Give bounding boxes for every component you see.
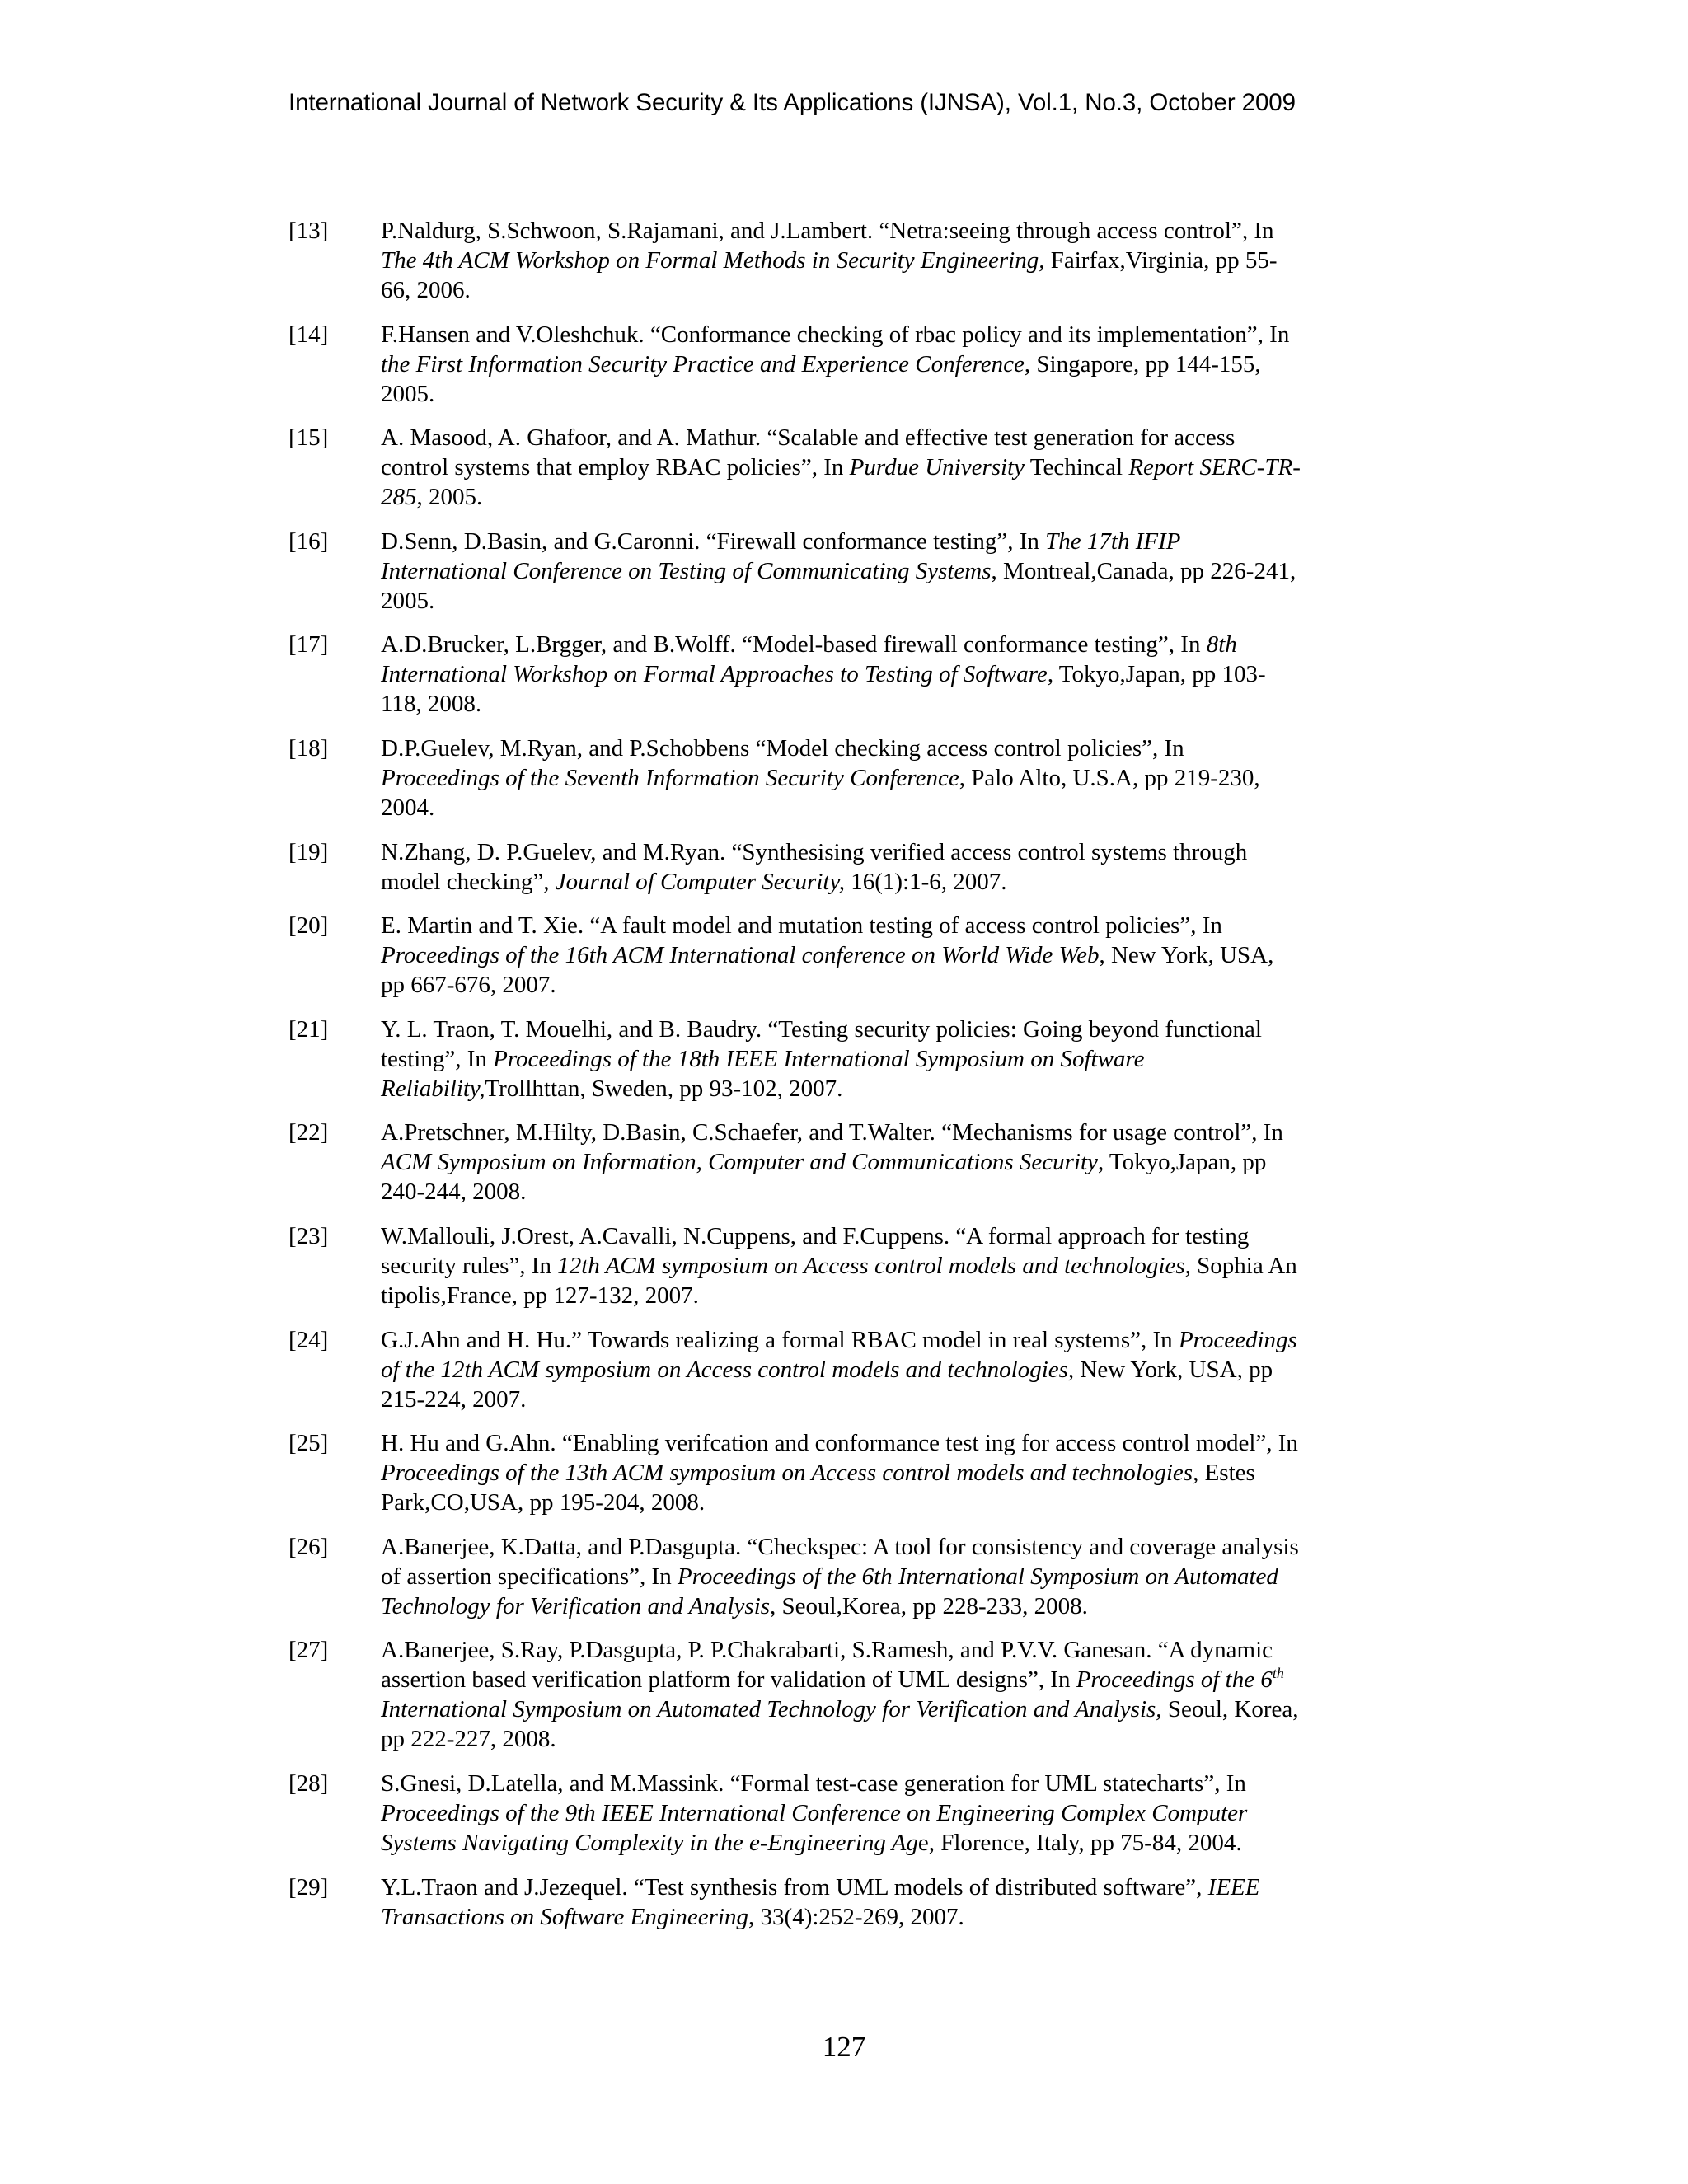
reference-line [381, 793, 1385, 823]
reference-segment: N.Zhang, D. P.Guelev, and M.Ryan. “Synthesising verified access control systems through [381, 838, 1248, 865]
reference-entry [288, 1015, 1385, 1104]
reference-number: [19] [288, 838, 329, 865]
reference-segment: 215-224, 2007. [381, 1385, 527, 1413]
reference-line [381, 1251, 1385, 1281]
reference-line [381, 837, 1385, 867]
reference-line [381, 1325, 1385, 1355]
reference-segment: of assertion specifications”, In [381, 1563, 678, 1590]
reference-segment: , Tokyo,Japan, pp 103- [1047, 661, 1266, 688]
reference-number: [29] [288, 1873, 329, 1900]
reference-italic-segment: Proceedings of the 13th ACM symposium on Access control models and technologies [381, 1460, 1193, 1487]
reference-text [381, 1015, 1385, 1104]
reference-segment: New York, USA, pp [1074, 1356, 1273, 1383]
reference-line [381, 1798, 1385, 1828]
reference-entry [288, 733, 1385, 823]
reference-text [381, 1769, 1385, 1858]
reference-segment: 2005. [381, 587, 435, 614]
reference-segment: W.Mallouli, J.Orest, A.Cavalli, N.Cuppens, and F.Cuppens. “A formal approach for testing [381, 1222, 1250, 1249]
reference-line [381, 733, 1385, 763]
reference-number: [25] [288, 1430, 329, 1457]
reference-segment: Fairfax,Virginia, pp 55- [1044, 247, 1278, 274]
reference-segment: Y. L. Traon, T. Mouelhi, and B. Baudry. “Testing security policies: Going beyond functional [381, 1015, 1262, 1043]
reference-line [381, 1724, 1385, 1754]
reference-italic-segment: Proceedings [1178, 1326, 1297, 1353]
reference-segment: A. Masood, A. Ghafoor, and A. Mathur. “Scalable and effective test generation for access [381, 424, 1236, 452]
reference-entry [288, 1872, 1385, 1932]
reference-segment: , Singapore, pp 144-155, [1024, 350, 1261, 377]
reference-line [381, 1355, 1385, 1385]
reference-segment: , 33(4):252-269, 2007. [748, 1903, 964, 1930]
running-header: International Journal of Network Security & Its Applications (IJNSA), Vol.1, No.3, October 2009 [288, 89, 1296, 116]
reference-number: [18] [288, 734, 329, 762]
reference-segment: Y.L.Traon and J.Jezequel. “Test synthesis from UML models of distributed software”, [381, 1873, 1208, 1900]
reference-segment: , Seoul,Korea, pp 228-233, 2008. [770, 1592, 1088, 1619]
reference-segment: , Palo Alto, U.S.A, pp 219-230, [959, 764, 1260, 791]
reference-italic-segment: Transactions on Software Engineering [381, 1903, 749, 1930]
reference-segment: assertion based verification platform for validation of UML designs”, In [381, 1666, 1076, 1694]
reference-text [381, 1325, 1385, 1414]
reference-line [381, 452, 1385, 482]
reference-text [381, 911, 1385, 1000]
reference-segment: A.D.Brucker, L.Brgger, and B.Wolff. “Model-based firewall conformance testing”, In [381, 631, 1207, 658]
reference-line [381, 940, 1385, 970]
reference-line [381, 911, 1385, 940]
reference-segment: model checking”, [381, 868, 556, 895]
reference-segment: A.Pretschner, M.Hilty, D.Basin, C.Schaefer, and T.Walter. “Mechanisms for usage control”, In [381, 1119, 1283, 1146]
reference-number: [16] [288, 527, 329, 555]
reference-entry [288, 1118, 1385, 1207]
reference-italic-segment: International Conference on Testing of Communicating Systems [381, 557, 992, 584]
reference-italic-segment: Technology for Verification and Analysis [381, 1592, 771, 1619]
reference-line [381, 1488, 1385, 1517]
reference-text [381, 1872, 1385, 1932]
reference-line [381, 586, 1385, 616]
reference-line [381, 423, 1385, 452]
reference-entry [288, 837, 1385, 897]
reference-segment: E. Martin and T. Xie. “A fault model and mutation testing of access control policies”, In [381, 912, 1222, 940]
reference-segment: 2005. [381, 380, 435, 407]
reference-line [381, 349, 1385, 379]
reference-list [288, 216, 1385, 1946]
reference-italic-segment: Systems Navigating Complexity in the e-Engineering Ag [381, 1829, 918, 1856]
reference-entry [288, 1635, 1385, 1754]
reference-segment: G.J.Ahn and H. Hu.” Towards realizing a formal RBAC model in real systems”, In [381, 1326, 1179, 1353]
reference-italic-segment: Report SERC-TR- [1128, 454, 1301, 481]
reference-line [381, 1015, 1385, 1044]
reference-italic-segment: The 4th ACM Workshop on Formal Methods in Security Engineering, [381, 247, 1045, 274]
reference-line [381, 867, 1385, 897]
reference-segment: A.Banerjee, S.Ray, P.Dasgupta, P. P.Chakrabarti, S.Ramesh, and P.V.V. Ganesan. “A dynamic [381, 1637, 1273, 1664]
reference-line [381, 1221, 1385, 1251]
reference-entry [288, 1221, 1385, 1310]
reference-line [381, 1074, 1385, 1104]
reference-line [381, 1694, 1385, 1724]
reference-italic-segment: the First Information Security Practice and Experience Conference [381, 350, 1025, 377]
reference-italic-segment: Journal of Computer Security, [555, 868, 845, 895]
reference-number: [17] [288, 631, 329, 658]
reference-italic-segment: of the 12th ACM symposium on Access control models and technologies, [381, 1356, 1075, 1383]
reference-line [381, 689, 1385, 719]
reference-number: [14] [288, 321, 329, 348]
reference-line [381, 527, 1385, 556]
reference-line [381, 1044, 1385, 1074]
reference-segment: 118, 2008. [381, 691, 482, 718]
reference-italic-segment: th [1272, 1665, 1284, 1682]
reference-line [381, 1872, 1385, 1902]
reference-text [381, 320, 1385, 409]
reference-italic-segment: International Symposium on Automated Technology for Verification and Analysis, [381, 1696, 1162, 1723]
reference-entry [288, 911, 1385, 1000]
reference-segment: D.P.Guelev, M.Ryan, and P.Schobbens “Model checking access control policies”, In [381, 734, 1184, 762]
reference-text [381, 1221, 1385, 1310]
reference-number: [13] [288, 218, 329, 244]
reference-italic-segment: Reliability, [381, 1075, 485, 1102]
reference-number: [24] [288, 1326, 329, 1353]
reference-italic-segment: Proceedings of the 6 [1076, 1666, 1273, 1694]
reference-segment: Park,CO,USA, pp 195-204, 2008. [381, 1489, 706, 1516]
reference-number: [28] [288, 1769, 329, 1797]
reference-segment: , Estes [1193, 1460, 1255, 1487]
reference-line [381, 763, 1385, 793]
reference-number: [22] [288, 1119, 329, 1146]
page-number: 127 [822, 2031, 866, 2063]
reference-line [381, 1147, 1385, 1177]
reference-segment: pp 667-676, 2007. [381, 972, 556, 999]
reference-entry [288, 320, 1385, 409]
reference-line [381, 216, 1385, 246]
reference-italic-segment: 12th ACM symposium on Access control models and technologies [557, 1252, 1185, 1279]
reference-italic-segment: Proceedings of the Seventh Information Security Conference [381, 764, 959, 791]
reference-entry [288, 1532, 1385, 1621]
reference-number: [23] [288, 1222, 329, 1249]
reference-segment: , Tokyo,Japan, pp [1097, 1149, 1267, 1176]
reference-segment: D.Senn, D.Basin, and G.Caronni. “Firewall conformance testing”, In [381, 527, 1046, 555]
reference-text [381, 1635, 1385, 1754]
reference-segment: A.Banerjee, K.Datta, and P.Dasgupta. “Checkspec: A tool for consistency and coverage analysis [381, 1533, 1299, 1560]
reference-number: [15] [288, 424, 329, 452]
reference-text [381, 1118, 1385, 1207]
reference-segment: P.Naldurg, S.Schwoon, S.Rajamani, and J.Lambert. “Netra:seeing through access control”, In [381, 218, 1274, 244]
reference-line [381, 1769, 1385, 1798]
reference-line [381, 970, 1385, 1000]
reference-line [381, 1177, 1385, 1207]
reference-line [381, 1562, 1385, 1591]
reference-text [381, 527, 1385, 616]
reference-line [381, 1281, 1385, 1310]
reference-line [381, 1828, 1385, 1858]
reference-italic-segment: 8th [1206, 631, 1237, 658]
reference-segment: S.Gnesi, D.Latella, and M.Massink. “Formal test-case generation for UML statecharts”, In [381, 1769, 1246, 1797]
reference-line [381, 1532, 1385, 1562]
reference-segment: , Sophia An [1184, 1252, 1297, 1279]
reference-segment: Seoul, Korea, [1161, 1696, 1299, 1723]
reference-segment: F.Hansen and V.Oleshchuk. “Conformance checking of rbac policy and its implementation”, In [381, 321, 1290, 348]
reference-entry [288, 1325, 1385, 1414]
reference-segment: , 2005. [416, 484, 483, 511]
reference-number: [27] [288, 1637, 329, 1664]
reference-segment: , Montreal,Canada, pp 226-241, [991, 557, 1296, 584]
reference-segment: testing”, In [381, 1045, 494, 1072]
reference-segment: , New York, USA, [1099, 942, 1274, 969]
reference-segment: tipolis,France, pp 127-132, 2007. [381, 1282, 699, 1309]
reference-entry [288, 527, 1385, 616]
reference-text [381, 216, 1385, 305]
reference-italic-segment: Proceedings of the 9th IEEE International Conference on Engineering Complex Computer [381, 1799, 1248, 1826]
reference-text [381, 1428, 1385, 1517]
reference-line [381, 482, 1385, 512]
reference-text [381, 423, 1385, 512]
reference-italic-segment: ACM Symposium on Information, Computer and Communications Security [381, 1149, 1098, 1176]
reference-line [381, 630, 1385, 659]
reference-line [381, 1385, 1385, 1414]
reference-line [381, 246, 1385, 275]
reference-segment: 240-244, 2008. [381, 1179, 527, 1206]
reference-line [381, 1635, 1385, 1665]
reference-italic-segment: Purdue University [849, 454, 1025, 481]
reference-italic-segment: Proceedings of the 16th ACM International conference on World Wide Web [381, 942, 1100, 969]
reference-italic-segment: 285 [381, 484, 417, 511]
reference-italic-segment: Proceedings of the 18th IEEE International Symposium on Software [493, 1045, 1145, 1072]
reference-segment: Trollhttan, Sweden, pp 93-102, 2007. [485, 1075, 843, 1102]
reference-segment: control systems that employ RBAC policies”, In [381, 454, 850, 481]
reference-italic-segment: Proceedings of the 6th International Symposium on Automated [677, 1563, 1278, 1590]
reference-segment: 2004. [381, 794, 435, 821]
reference-text [381, 630, 1385, 719]
reference-line [381, 556, 1385, 586]
reference-entry [288, 216, 1385, 305]
reference-segment: H. Hu and G.Ahn. “Enabling verifcation and conformance test ing for access control model”, In [381, 1430, 1298, 1457]
reference-text [381, 1532, 1385, 1621]
reference-line [381, 1458, 1385, 1488]
reference-line [381, 379, 1385, 409]
reference-segment: 16(1):1-6, 2007. [844, 868, 1007, 895]
reference-text [381, 733, 1385, 823]
reference-line [381, 320, 1385, 349]
reference-line [381, 1902, 1385, 1932]
reference-number: [21] [288, 1015, 329, 1043]
reference-segment: e, Florence, Italy, pp 75-84, 2004. [917, 1829, 1242, 1856]
reference-segment: pp 222-227, 2008. [381, 1726, 556, 1753]
reference-line [381, 275, 1385, 305]
reference-entry [288, 1428, 1385, 1517]
reference-number: [20] [288, 912, 329, 940]
reference-line [381, 1428, 1385, 1458]
reference-line [381, 1591, 1385, 1621]
reference-segment: security rules”, In [381, 1252, 558, 1279]
reference-line [381, 1665, 1385, 1694]
reference-line [381, 659, 1385, 689]
reference-entry [288, 630, 1385, 719]
reference-segment: Techincal [1025, 454, 1129, 481]
reference-number: [26] [288, 1533, 329, 1560]
reference-segment: 66, 2006. [381, 277, 471, 303]
reference-entry [288, 423, 1385, 512]
reference-line [381, 1118, 1385, 1147]
reference-italic-segment: The 17th IFIP [1045, 527, 1181, 555]
reference-text [381, 837, 1385, 897]
reference-italic-segment: IEEE [1207, 1873, 1260, 1900]
reference-entry [288, 1769, 1385, 1858]
reference-italic-segment: International Workshop on Formal Approaches to Testing of Software [381, 661, 1048, 688]
